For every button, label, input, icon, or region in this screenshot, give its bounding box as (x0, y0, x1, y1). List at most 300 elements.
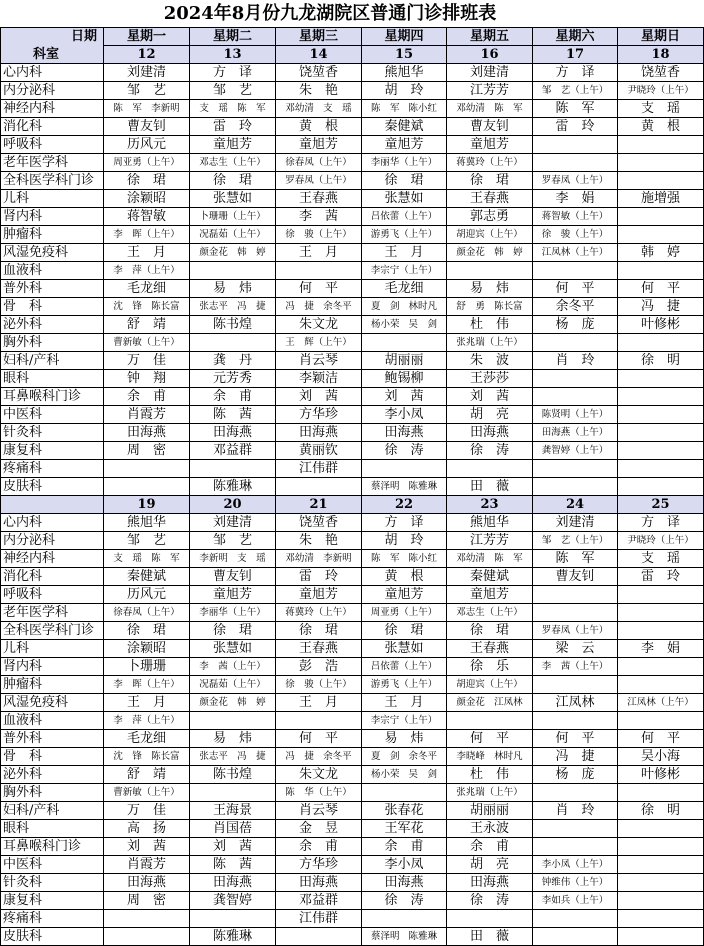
weekday-header: 星期四 (362, 28, 446, 45)
doctor-name: 徐 珺 (469, 172, 509, 188)
schedule-cell (276, 388, 361, 405)
doctor-name: 徐 珺 (384, 622, 424, 638)
schedule-cell (533, 694, 617, 711)
doctor-name: 蔡泽明 (370, 930, 400, 942)
doctor-name: 雷 玲 (640, 568, 680, 584)
department-name: 神经内科 (1, 550, 103, 567)
schedule-cell (447, 676, 532, 693)
schedule-cell (533, 604, 617, 621)
doctor-name: 胡 玲 (384, 82, 424, 98)
schedule-cell (533, 262, 617, 279)
schedule-cell (104, 910, 189, 927)
doctor-name: 况磊茹（上午） (199, 678, 266, 690)
department-name: 全科医学科门诊 (1, 172, 103, 189)
schedule-cell (533, 532, 617, 549)
doctor-name: 王 月 (298, 694, 338, 710)
doctor-name: 韩 婷 (237, 696, 266, 708)
schedule-cell (447, 640, 532, 657)
doctor-name: 吕依蕾（上午） (370, 660, 438, 672)
date-header: 24 (533, 496, 617, 513)
doctor-name: 邓志生（上午） (199, 156, 266, 168)
department-name: 神经内科 (1, 100, 103, 117)
doctor-name: 余 甫 (298, 838, 338, 854)
schedule-cell (104, 100, 189, 117)
doctor-name: 何 平 (298, 730, 338, 746)
doctor-name: 周亚勇（上午） (113, 156, 180, 168)
weekday-header: 星期三 (276, 28, 361, 45)
doctor-name: 刘 茜 (212, 838, 252, 854)
schedule-cell (533, 478, 617, 495)
schedule-cell (533, 766, 617, 783)
doctor-name: 田海燕 (298, 874, 338, 890)
doctor-name: 毛龙细 (126, 730, 166, 746)
doctor-name: 徐 明 (640, 802, 680, 818)
schedule-cell (190, 514, 275, 531)
schedule-cell (190, 712, 275, 729)
schedule-cell (533, 820, 617, 837)
schedule-cell (618, 244, 703, 261)
schedule-cell (362, 658, 446, 675)
schedule-cell (533, 82, 617, 99)
doctor-name: 李颖洁 (298, 370, 338, 386)
doctor-name: 秦健斌 (126, 568, 166, 584)
doctor-name: 熊旭华 (384, 64, 424, 80)
doctor-name: 陈 军 (555, 100, 595, 116)
schedule-cell (618, 172, 703, 189)
schedule-cell (276, 136, 361, 153)
header-corner-cell (1, 28, 103, 63)
schedule-cell (362, 82, 446, 99)
schedule-cell (447, 460, 532, 477)
department-axis-label: 科室 (33, 47, 60, 62)
department-name: 肾内科 (1, 658, 103, 675)
schedule-cell (362, 136, 446, 153)
schedule-cell (190, 424, 275, 441)
doctor-name: 王 月 (298, 244, 338, 260)
doctor-name: 曹新敏（上午） (113, 336, 180, 348)
schedule-cell (276, 550, 361, 567)
doctor-name: 余冬平 (408, 750, 437, 762)
schedule-cell (190, 334, 275, 351)
schedule-cell (362, 802, 446, 819)
department-name: 胸外科 (1, 334, 103, 351)
department-name: 内分泌科 (1, 82, 103, 99)
doctor-name: 何 平 (469, 730, 509, 746)
doctor-name: 胡 亮 (469, 856, 509, 872)
schedule-cell (362, 406, 446, 423)
date-row-blank-cell (1, 496, 103, 513)
schedule-cell (618, 712, 703, 729)
schedule-cell (276, 370, 361, 387)
doctor-name: 陈书煌 (212, 766, 252, 782)
schedule-cell (276, 910, 361, 927)
schedule-cell (618, 928, 703, 945)
schedule-cell (447, 748, 532, 765)
doctor-name: 李 晖（上午） (113, 228, 180, 240)
doctor-name: 陈 军 (113, 102, 142, 114)
schedule-cell (190, 874, 275, 891)
doctor-name: 尹晓玲（上午） (627, 84, 694, 96)
schedule-cell (618, 820, 703, 837)
schedule-cell (447, 766, 532, 783)
schedule-cell (104, 478, 189, 495)
schedule-cell (190, 280, 275, 297)
department-name: 消化科 (1, 118, 103, 135)
doctor-name: 徐 珺 (212, 172, 252, 188)
schedule-cell (104, 244, 189, 261)
schedule-cell (362, 838, 446, 855)
schedule-cell (618, 892, 703, 909)
weekday-header: 星期一 (104, 28, 189, 45)
doctor-name: 杜 伟 (469, 316, 509, 332)
schedule-cell (104, 622, 189, 639)
doctor-name: 余冬平 (555, 298, 595, 314)
doctor-name: 杜 伟 (469, 766, 509, 782)
doctor-name: 张志平 (199, 300, 228, 312)
schedule-cell (533, 658, 617, 675)
doctor-name: 江伟群 (298, 910, 338, 926)
schedule-cell (447, 208, 532, 225)
schedule-cell (447, 874, 532, 891)
doctor-name: 王春燕 (298, 190, 338, 206)
schedule-cell (533, 514, 617, 531)
schedule-cell (276, 334, 361, 351)
doctor-name: 李如兵（上午） (541, 894, 609, 906)
schedule-cell (447, 568, 532, 585)
doctor-name: 蒋冀玲（上午） (456, 156, 523, 168)
schedule-cell (362, 730, 446, 747)
doctor-name: 余冬平 (323, 300, 352, 312)
date-header: 14 (276, 46, 361, 63)
doctor-name: 历风元 (126, 136, 166, 152)
doctor-name: 韩 婷 (494, 246, 523, 258)
doctor-name: 夏 剑 (370, 300, 400, 312)
doctor-name: 徐 涛 (469, 892, 509, 908)
schedule-cell (190, 316, 275, 333)
schedule-cell (447, 802, 532, 819)
schedule-cell (190, 406, 275, 423)
schedule-cell (533, 406, 617, 423)
schedule-cell (362, 370, 446, 387)
doctor-name: 王莎莎 (469, 370, 509, 386)
doctor-name: 田海燕 (469, 874, 509, 890)
doctor-name: 朱 波 (469, 352, 509, 368)
doctor-name: 王 辉（上午） (285, 336, 352, 348)
doctor-name: 李 萍（上午） (113, 264, 180, 276)
schedule-cell (447, 424, 532, 441)
schedule-cell (276, 802, 361, 819)
schedule-cell (104, 226, 189, 243)
doctor-name: 江凤林 (555, 694, 595, 710)
schedule-cell (533, 226, 617, 243)
doctor-name: 胡丽丽 (469, 802, 509, 818)
doctor-name: 江凤林（上午） (541, 246, 609, 258)
doctor-name: 吕依蕾（上午） (370, 210, 438, 222)
doctor-name: 张慧如 (212, 640, 252, 656)
doctor-name: 徐 珺 (126, 172, 166, 188)
schedule-cell (104, 856, 189, 873)
schedule-cell (618, 298, 703, 315)
schedule-cell (362, 280, 446, 297)
doctor-name: 王春燕 (469, 190, 509, 206)
department-name: 消化科 (1, 568, 103, 585)
schedule-cell (190, 154, 275, 171)
doctor-name: 李小凤 (384, 406, 424, 422)
doctor-name: 钟 翔 (126, 370, 166, 386)
schedule-cell (276, 64, 361, 81)
schedule-cell (276, 460, 361, 477)
weekday-header: 星期二 (190, 28, 275, 45)
schedule-cell (276, 280, 361, 297)
department-name: 心内科 (1, 514, 103, 531)
schedule-cell (618, 442, 703, 459)
department-name: 血液科 (1, 262, 103, 279)
doctor-name: 舒 靖 (126, 316, 166, 332)
doctor-name: 黄 根 (298, 118, 338, 134)
schedule-cell (190, 352, 275, 369)
schedule-cell (104, 658, 189, 675)
schedule-cell (533, 190, 617, 207)
doctor-name: 陈雅琳 (212, 928, 252, 944)
department-name: 呼吸科 (1, 586, 103, 603)
doctor-name: 冯 捷 (285, 750, 314, 762)
schedule-cell (276, 316, 361, 333)
schedule-cell (362, 856, 446, 873)
doctor-name: 肖云琴 (298, 352, 338, 368)
schedule-cell (533, 568, 617, 585)
schedule-cell (533, 676, 617, 693)
schedule-cell (447, 352, 532, 369)
department-name: 儿科 (1, 190, 103, 207)
department-name: 普外科 (1, 280, 103, 297)
doctor-name: 李宗宁（上午） (370, 264, 438, 276)
doctor-name: 冯 捷 (237, 750, 266, 762)
doctor-name: 刘 茜 (298, 388, 338, 404)
schedule-cell (190, 658, 275, 675)
department-name: 老年医学科 (1, 604, 103, 621)
department-name: 皮肤科 (1, 478, 103, 495)
weekday-header: 星期日 (618, 28, 703, 45)
schedule-cell (104, 442, 189, 459)
doctor-name: 陈雅琳 (212, 478, 252, 494)
doctor-name: 支 瑶 (237, 552, 266, 564)
doctor-name: 何 平 (640, 280, 680, 296)
schedule-cell (362, 316, 446, 333)
doctor-name: 邹 艺 (126, 532, 166, 548)
schedule-cell (533, 298, 617, 315)
schedule-cell (533, 370, 617, 387)
doctor-name: 刘建清 (469, 64, 509, 80)
doctor-name: 余 甫 (384, 838, 424, 854)
doctor-name: 王海景 (212, 802, 252, 818)
schedule-cell (362, 190, 446, 207)
doctor-name: 雷 玲 (212, 118, 252, 134)
doctor-name: 邹 艺（上午） (541, 534, 609, 546)
doctor-name: 徐 涛 (384, 892, 424, 908)
schedule-cell (447, 838, 532, 855)
date-header: 21 (276, 496, 361, 513)
schedule-cell (276, 154, 361, 171)
doctor-name: 周亚勇（上午） (370, 606, 438, 618)
schedule-cell (618, 676, 703, 693)
doctor-name: 吴小海 (640, 748, 680, 764)
schedule-cell (276, 118, 361, 135)
doctor-name: 方 译 (640, 514, 680, 530)
doctor-name: 万 佳 (126, 802, 166, 818)
schedule-cell (533, 388, 617, 405)
schedule-cell (276, 748, 361, 765)
doctor-name: 江凤林 (494, 696, 523, 708)
schedule-cell (447, 154, 532, 171)
doctor-name: 叶修彬 (640, 316, 680, 332)
schedule-cell (362, 64, 446, 81)
schedule-cell (276, 244, 361, 261)
doctor-name: 李新明 (151, 102, 180, 114)
schedule-cell (618, 154, 703, 171)
doctor-name: 田 薇 (469, 928, 509, 944)
doctor-name: 金 昱 (298, 820, 338, 836)
schedule-cell (447, 586, 532, 603)
schedule-cell (276, 892, 361, 909)
doctor-name: 徐 涛 (469, 442, 509, 458)
doctor-name: 陈贤明（上午） (541, 408, 609, 420)
schedule-cell (104, 748, 189, 765)
doctor-name: 陈小红 (408, 102, 437, 114)
schedule-cell (618, 316, 703, 333)
doctor-name: 秦健斌 (469, 568, 509, 584)
doctor-name: 何 平 (555, 280, 595, 296)
schedule-cell (362, 910, 446, 927)
doctor-name: 邓益群 (298, 892, 338, 908)
doctor-name: 方华珍 (298, 406, 338, 422)
department-name: 耳鼻喉科门诊 (1, 388, 103, 405)
schedule-cell (362, 622, 446, 639)
doctor-name: 曹友钊 (469, 118, 509, 134)
schedule-cell (104, 388, 189, 405)
schedule-cell (533, 154, 617, 171)
schedule-cell (104, 928, 189, 945)
schedule-cell (618, 694, 703, 711)
doctor-name: 涂颖昭 (126, 640, 166, 656)
schedule-cell (618, 568, 703, 585)
doctor-name: 童旭芳 (298, 586, 338, 602)
schedule-cell (104, 298, 189, 315)
schedule-cell (276, 604, 361, 621)
doctor-name: 田海燕 (212, 874, 252, 890)
schedule-cell (533, 910, 617, 927)
doctor-name: 支 瑶 (113, 552, 142, 564)
doctor-name: 林时凡 (408, 300, 437, 312)
doctor-name: 肖 玲 (555, 802, 595, 818)
schedule-cell (276, 406, 361, 423)
schedule-cell (276, 298, 361, 315)
schedule-cell (533, 622, 617, 639)
schedule-cell (362, 208, 446, 225)
doctor-name: 曹新敏（上午） (113, 786, 180, 798)
doctor-name: 朱 艳 (298, 532, 338, 548)
doctor-name: 方 译 (212, 64, 252, 80)
doctor-name: 沈 锋 (113, 300, 142, 312)
doctor-name: 杨 庞 (555, 316, 595, 332)
schedule-cell (447, 406, 532, 423)
schedule-cell (447, 892, 532, 909)
doctor-name: 朱文龙 (298, 316, 338, 332)
schedule-cell (362, 262, 446, 279)
schedule-cell (104, 820, 189, 837)
doctor-name: 高 扬 (126, 820, 166, 836)
date-header: 22 (362, 496, 446, 513)
schedule-cell (276, 532, 361, 549)
schedule-cell (533, 172, 617, 189)
schedule-cell (447, 604, 532, 621)
department-name: 妇科/产科 (1, 802, 103, 819)
schedule-cell (447, 388, 532, 405)
doctor-name: 邓幼清 (456, 102, 485, 114)
schedule-cell (618, 424, 703, 441)
doctor-name: 熊旭华 (469, 514, 509, 530)
doctor-name: 徐 骏（上午） (541, 228, 609, 240)
doctor-name: 夏 剑 (370, 750, 400, 762)
doctor-name: 徐 珺 (126, 622, 166, 638)
doctor-name: 陈 军 (370, 102, 400, 114)
doctor-name: 舒 勇 (456, 300, 485, 312)
doctor-name: 陈 军 (370, 552, 400, 564)
schedule-cell (533, 352, 617, 369)
doctor-name: 李丽华（上午） (370, 156, 438, 168)
schedule-cell (276, 172, 361, 189)
page-title: 2024年8月份九龙湖院区普通门诊排班表 (163, 3, 497, 24)
doctor-name: 余 甫 (212, 388, 252, 404)
doctor-name: 王 月 (126, 694, 166, 710)
doctor-name: 田海燕 (212, 424, 252, 440)
doctor-name: 何 平 (555, 730, 595, 746)
schedule-cell (533, 334, 617, 351)
doctor-name: 罗春凤（上午） (541, 174, 609, 186)
schedule-cell (190, 622, 275, 639)
doctor-name: 田海燕 (126, 424, 166, 440)
doctor-name: 田 薇 (469, 478, 509, 494)
schedule-cell (447, 100, 532, 117)
doctor-name: 徐 珺 (384, 172, 424, 188)
schedule-cell (447, 370, 532, 387)
schedule-cell (362, 226, 446, 243)
doctor-name: 王 月 (126, 244, 166, 260)
schedule-cell (362, 478, 446, 495)
schedule-cell (362, 298, 446, 315)
doctor-name: 张慧如 (212, 190, 252, 206)
doctor-name: 舒 靖 (126, 766, 166, 782)
schedule-cell (190, 586, 275, 603)
schedule-cell (447, 172, 532, 189)
doctor-name: 李晓峰 (456, 750, 485, 762)
doctor-name: 陈 军 (494, 102, 523, 114)
schedule-cell (362, 442, 446, 459)
schedule-cell (447, 262, 532, 279)
doctor-name: 秦健斌 (384, 118, 424, 134)
department-name: 血液科 (1, 712, 103, 729)
department-name: 风湿免疫科 (1, 694, 103, 711)
schedule-cell (190, 226, 275, 243)
doctor-name: 徐 明 (640, 352, 680, 368)
doctor-name: 林时凡 (494, 750, 523, 762)
doctor-name: 田海燕 (384, 874, 424, 890)
schedule-cell (362, 766, 446, 783)
doctor-name: 陈 茜 (212, 406, 252, 422)
schedule-cell (276, 622, 361, 639)
schedule-cell (276, 676, 361, 693)
schedule-cell (533, 64, 617, 81)
doctor-name: 童旭芳 (469, 136, 509, 152)
